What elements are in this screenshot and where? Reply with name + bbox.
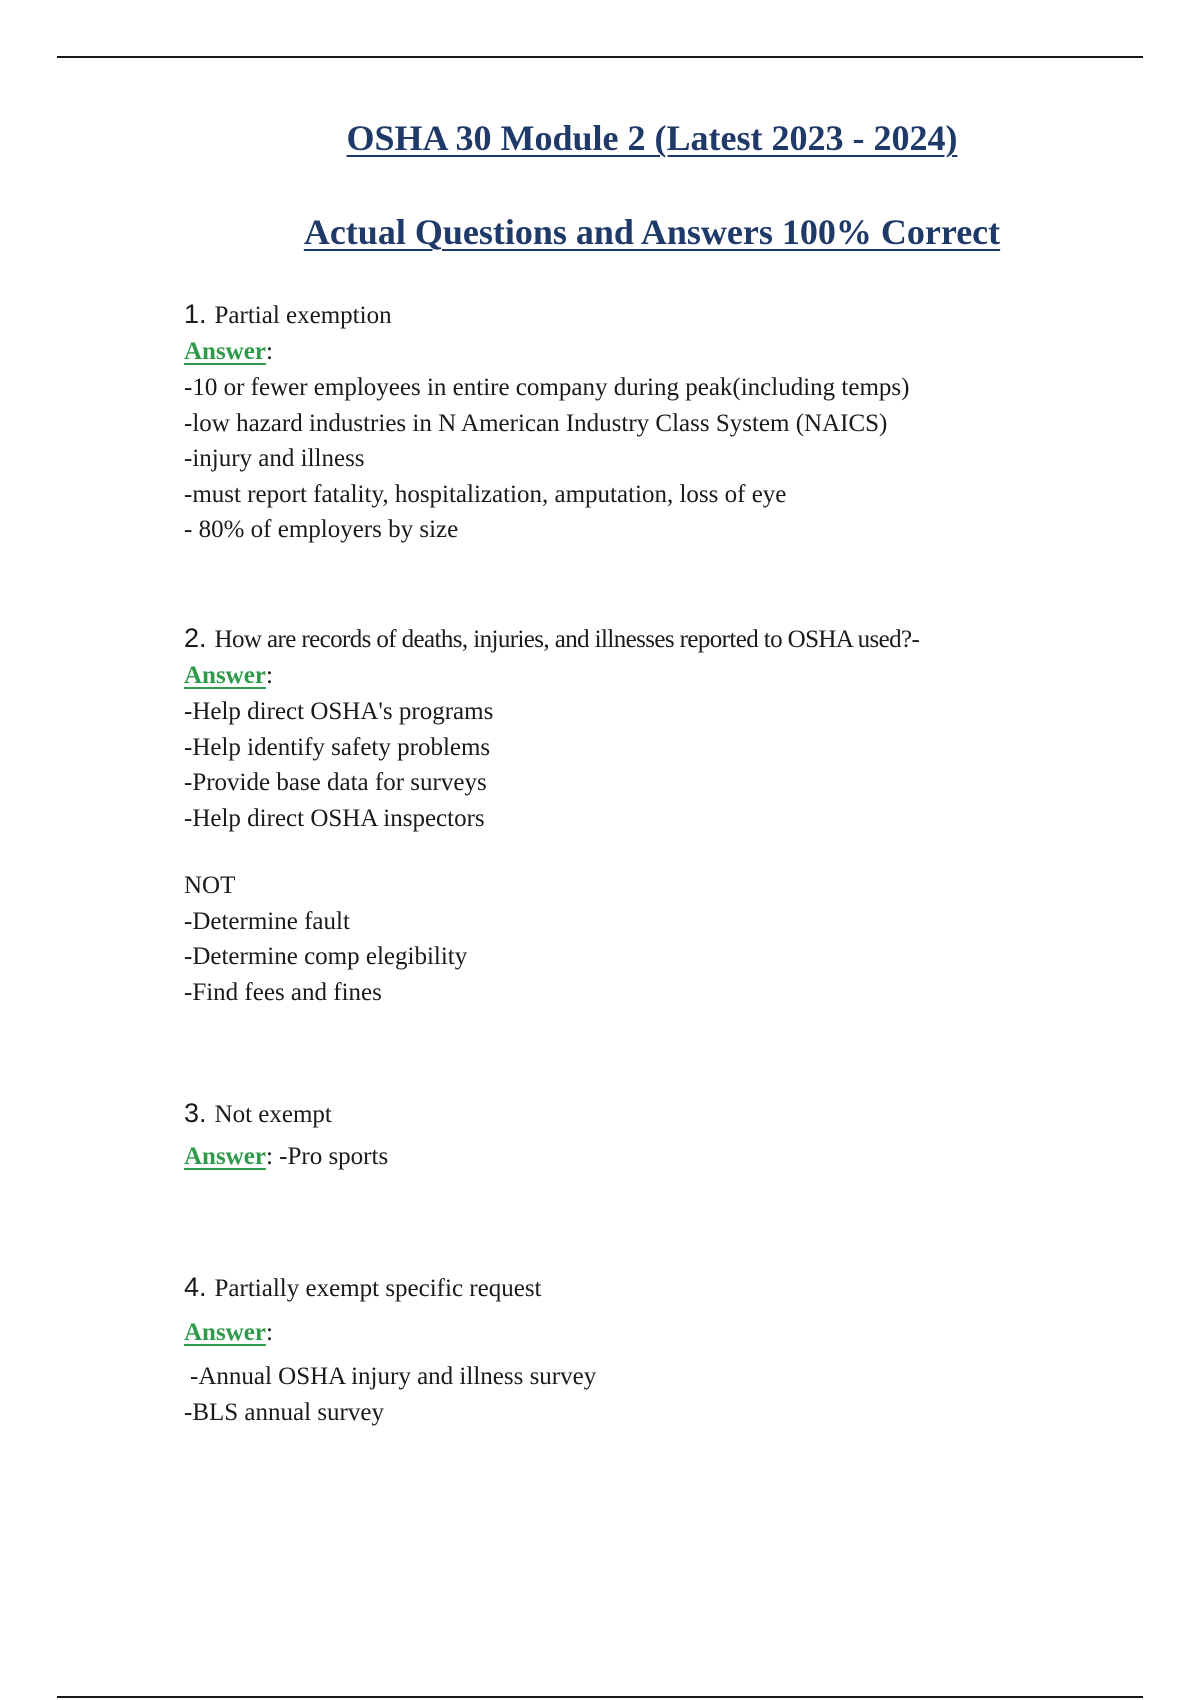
answer-heading [184, 1315, 1084, 1351]
question-block-3 [184, 1095, 1084, 1175]
bottom-rule [57, 1696, 1143, 1698]
not-item: -Determine fault [184, 907, 350, 935]
answer-item: -Help direct OSHA inspectors [184, 804, 485, 832]
answer-item: -Help identify safety problems [184, 733, 491, 761]
answer-item: -must report fatality, hospitalization, amputation, loss of eye [184, 480, 787, 508]
document-subtitle [52, 212, 1200, 252]
answer-heading [184, 1139, 1084, 1175]
document-title-text: OSHA 30 Module 2 (Latest 2023 - 2024) [346, 118, 958, 158]
question-number: 1. [184, 299, 207, 329]
answer-heading [184, 334, 1084, 370]
answer-item: -Annual OSHA injury and illness survey [190, 1363, 597, 1390]
answer-heading [184, 658, 1084, 694]
answer-label: Answer [184, 1143, 266, 1170]
answer-item: -low hazard industries in N American Industry Class System (NAICS) [184, 409, 888, 437]
question-text: Partial exemption [214, 302, 392, 329]
question-text: How are records of deaths, injuries, and illnesses reported to OSHA used?- [214, 626, 920, 653]
answer-item: -Provide base data for surveys [184, 769, 487, 796]
question-3 [184, 1095, 1084, 1133]
answer-colon: : [265, 338, 273, 365]
question-block-1 [184, 296, 1084, 548]
document-subtitle-text: Actual Questions and Answers 100% Correct [303, 212, 1001, 252]
question-block-4 [184, 1269, 1084, 1430]
not-item: -Determine comp elegibility [184, 943, 468, 970]
question-number: 3. [184, 1098, 207, 1128]
not-item: -Find fees and fines [184, 978, 382, 1006]
question-number: 2. [184, 623, 207, 653]
answer-item: -Help direct OSHA's programs [184, 698, 494, 725]
answer-label: Answer [184, 1319, 266, 1346]
question-block-2 [184, 620, 1084, 1010]
question-number: 4. [184, 1272, 207, 1302]
answer-item: -10 or fewer employees in entire company during peak(including temps) [184, 374, 910, 401]
answer-label: Answer [184, 662, 266, 689]
answer-label: Answer [184, 338, 266, 365]
question-text: Partially exempt specific request [214, 1275, 542, 1302]
answer-inline-text: -Pro sports [272, 1143, 389, 1170]
not-label: NOT [184, 872, 236, 899]
answer-item: -BLS annual survey [184, 1398, 384, 1426]
question-1 [184, 296, 1084, 334]
top-rule [57, 56, 1143, 58]
answer-colon: : [265, 1143, 273, 1170]
question-4 [184, 1269, 1084, 1307]
question-text: Not exempt [214, 1101, 332, 1128]
document-title [52, 118, 1200, 158]
answer-colon: : [265, 1319, 273, 1346]
answer-colon: : [265, 662, 273, 689]
answer-item: - 80% of employers by size [184, 516, 459, 543]
answer-item: -injury and illness [184, 445, 365, 472]
spacer [184, 836, 1084, 868]
question-2 [184, 620, 1084, 658]
